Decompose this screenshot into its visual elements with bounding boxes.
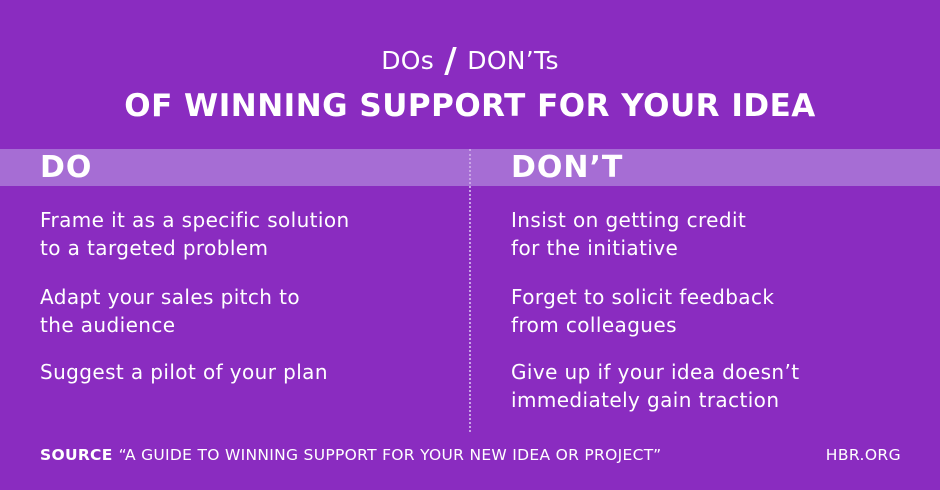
dont-column-header: DON’T [511,150,624,185]
dont-item-3: Give up if your idea doesn’t immediately gain traction [511,360,800,412]
dos-label: DOs [381,46,435,75]
do-item-2: Adapt your sales pitch to the audience [40,285,301,337]
source-citation [40,446,661,464]
source-label: SOURCE [40,446,113,464]
dont-item-2: Forget to solicit feedback from colleagues [511,285,775,337]
site-link[interactable]: HBR.ORG [825,446,901,464]
subtitle [0,38,940,81]
donts-label: DON’Ts [467,46,559,75]
do-column-header: DO [40,150,93,185]
slash-separator: / [444,41,458,81]
dont-item-1: Insist on getting credit for the initiative [511,208,747,260]
do-item-3: Suggest a pilot of your plan [40,360,328,384]
source-text: “A GUIDE TO WINNING SUPPORT FOR YOUR NEW IDEA OR PROJECT” [118,446,662,464]
page-title: OF WINNING SUPPORT FOR YOUR IDEA [124,88,816,124]
column-divider [469,149,471,432]
do-item-1: Frame it as a specific solution to a targeted problem [40,208,350,260]
